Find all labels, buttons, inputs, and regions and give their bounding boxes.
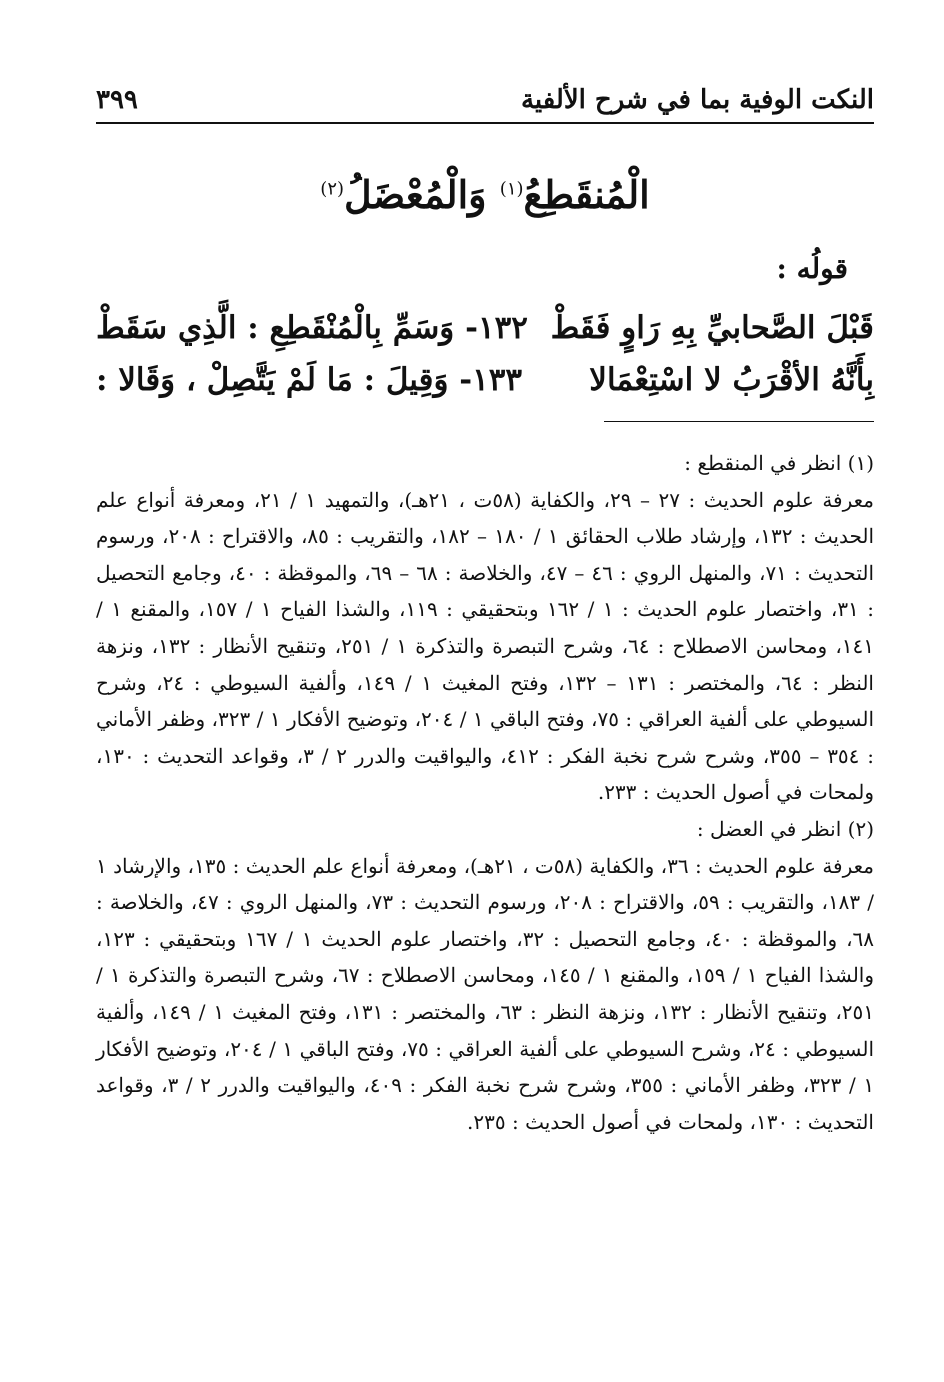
chapter-title-mudal: وَالْمُعْضَلُ: [344, 172, 487, 217]
footnote-2-heading: (٢) انظر في العضل :: [696, 816, 874, 841]
footnote-ref-1: (١): [499, 178, 524, 200]
verse-133: [96, 354, 874, 406]
page-number: ٣٩٩: [96, 85, 138, 115]
footnotes: [96, 445, 874, 1140]
page-header: [96, 78, 874, 124]
footnote-2-body: معرفة علوم الحديث : ٣٦، والكفاية (٥٨ت ، ٢١هـ)، ومعرفة أنواع علم الحديث : ١٣٥، والإرشاد ١ / ١٨٣، والتقريب : ٥٩، والاقتراح : ٢٠٨، ورسوم التحديث : ٧٣، والمنهل الروي : ٤٧، والخلاصة : ٦٨، والموقظة : ٤٠، وجامع التحصيل : ٣٢، واختصار علوم الحديث ١ / ١٦٧ وبتحقيقي : ١٢٣، والشذا الفياح ١ / ١٥٩، والمقنع ١ / ١٤٥، ومحاسن الاصطلاح : ٦٧، وشرح التبصرة والتذكرة ١ / ٢٥١، وتنقيح الأنظار : ١٣٢، ونزهة النظر : ٦٣، والمختصر : ١٣١، وفتح المغيث ١ / ١٤٩، وألفية السيوطي : ٢٤، وشرح السيوطي على ألفية العراقي : ٧٥، وفتح الباقي ١ / ٢٠٤، وتوضيح الأفكار ١ / ٣٢٣، وظفر الأماني : ٣٥٥، وشرح شرح نخبة الفكر : ٤٠٩، واليواقيت والدرر ٢ / ٣، وقواعد التحديث : ١٣٠، ولمحات في أصول الحديث : ٢٣٥.: [96, 853, 875, 1134]
footnote-divider: [604, 421, 874, 422]
chapter-title: [96, 172, 874, 217]
verse-hemistich-first: ١٣٢- وَسَمِّ بِالْمُنْقَطِعِ : الَّذِي سَقَطْ: [96, 310, 528, 346]
verse-hemistich-first: ١٣٣- وَقِيلَ : مَا لَمْ يَتَّصِلْ ، وَقَالا :: [96, 362, 523, 398]
verse-hemistich-second: بِأَنَّهُ الأقْرَبُ لا اسْتِعْمَالا: [589, 362, 874, 398]
footnote-ref-2: (٢): [320, 178, 345, 200]
verse-block: [96, 302, 874, 406]
verse-132: [96, 302, 874, 354]
footnote-1-body: معرفة علوم الحديث : ٢٧ – ٢٩، والكفاية (٥٨ت ، ٢١هـ)، والتمهيد ١ / ٢١، ومعرفة أنواع علم الحديث : ١٣٢، وإرشاد طلاب الحقائق ١ / ١٨٠ – ١٨٢، والتقريب : ٨٥، والاقتراح : ٢٠٨، ورسوم التحديث : ٧١، والمنهل الروي : ٤٦ – ٤٧، والخلاصة : ٦٨ – ٦٩، والموقظة : ٤٠، وجامع التحصيل : ٣١، واختصار علوم الحديث : ١ / ١٦٢ وبتحقيقي : ١١٩، والشذا الفياح ١ / ١٥٧، والمقنع ١ / ١٤١، ومحاسن الاصطلاح : ٦٤، وشرح التبصرة والتذكرة ١ / ٢٥١، وتنقيح الأنظار : ١٣٢، ونزهة النظر : ٦٤، والمختصر : ١٣١ – ١٣٢، وفتح المغيث ١ / ١٤٩، وألفية السيوطي : ٢٤، وشرح السيوطي على ألفية العراقي : ٧٥، وفتح الباقي ١ / ٢٠٤، وتوضيح الأفكار ١ / ٣٢٣، وظفر الأماني : ٣٥٤ – ٣٥٥، وشرح شرح نخبة الفكر : ٤١٢، واليواقيت والدرر ٢ / ٣، وقواعد التحديث : ١٣٠، ولمحات في أصول الحديث : ٢٣٣.: [96, 487, 875, 805]
footnote-1-heading: (١) انظر في المنقطع :: [684, 451, 874, 475]
chapter-title-munqati: الْمُنقَطِعُ: [523, 172, 650, 217]
verse-hemistich-second: قَبْلَ الصَّحابيِّ بِهِ رَاوٍ فَقَطْ: [550, 310, 874, 346]
qawluh-label: قولُه :: [776, 252, 848, 285]
running-title: النكت الوفية بما في شرح الألفية: [520, 85, 874, 115]
